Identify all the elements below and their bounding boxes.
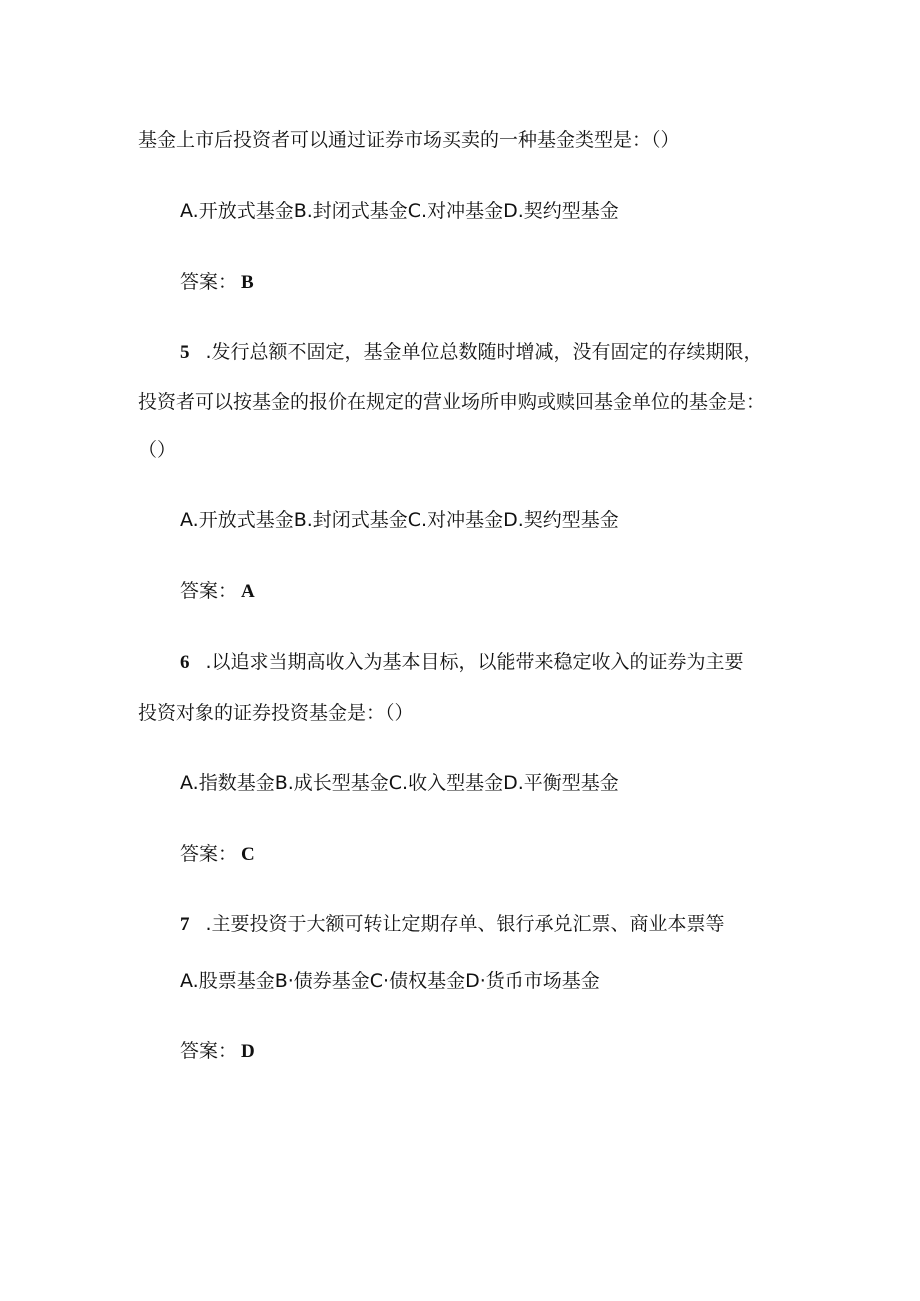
question-5-options: A.开放式基金B.封闭式基金C.对冲基金D.契约型基金 xyxy=(180,509,619,531)
answer-value: D xyxy=(241,1041,255,1062)
answer-label: 答案： xyxy=(180,843,238,865)
answer-label: 答案： xyxy=(180,1040,238,1062)
question-5-answer xyxy=(180,579,255,604)
question-6-stem-line-2: 投资对象的证券投资基金是：（） xyxy=(138,702,414,724)
question-6-stem-line-1 xyxy=(180,650,744,675)
question-6-options: A.指数基金B.成长型基金C.收入型基金D.平衡型基金 xyxy=(180,772,619,794)
question-6-answer xyxy=(180,842,255,867)
question-text: .以追求当期高收入为基本目标，以能带来稳定收入的证券为主要 xyxy=(205,651,744,673)
answer-value: C xyxy=(241,844,255,865)
question-number: 6 xyxy=(180,652,190,673)
question-4-options: A.开放式基金B.封闭式基金C.对冲基金D.契约型基金 xyxy=(180,200,619,222)
question-4-answer xyxy=(180,270,254,295)
question-number: 5 xyxy=(180,342,190,363)
question-7-stem-line-1 xyxy=(180,912,725,937)
question-5-stem-line-2: 投资者可以按基金的报价在规定的营业场所申购或赎回基金单位的基金是： xyxy=(138,391,766,413)
question-text: .主要投资于大额可转让定期存单、银行承兑汇票、商业本票等 xyxy=(205,913,725,935)
answer-label: 答案： xyxy=(180,580,238,602)
question-text: .发行总额不固定，基金单位总数随时增减，没有固定的存续期限， xyxy=(205,341,763,363)
answer-value: A xyxy=(241,581,255,602)
answer-label: 答案： xyxy=(180,271,238,293)
question-4-stem: 基金上市后投资者可以通过证券市场买卖的一种基金类型是：（） xyxy=(138,129,680,151)
question-5-stem-line-3: （） xyxy=(138,439,177,461)
question-7-options: A.股票基金B·债券基金C·债权基金D·货币市场基金 xyxy=(180,970,600,992)
question-number: 7 xyxy=(180,914,190,935)
question-7-answer xyxy=(180,1039,255,1064)
answer-value: B xyxy=(241,272,254,293)
question-5-stem-line-1 xyxy=(180,340,763,365)
